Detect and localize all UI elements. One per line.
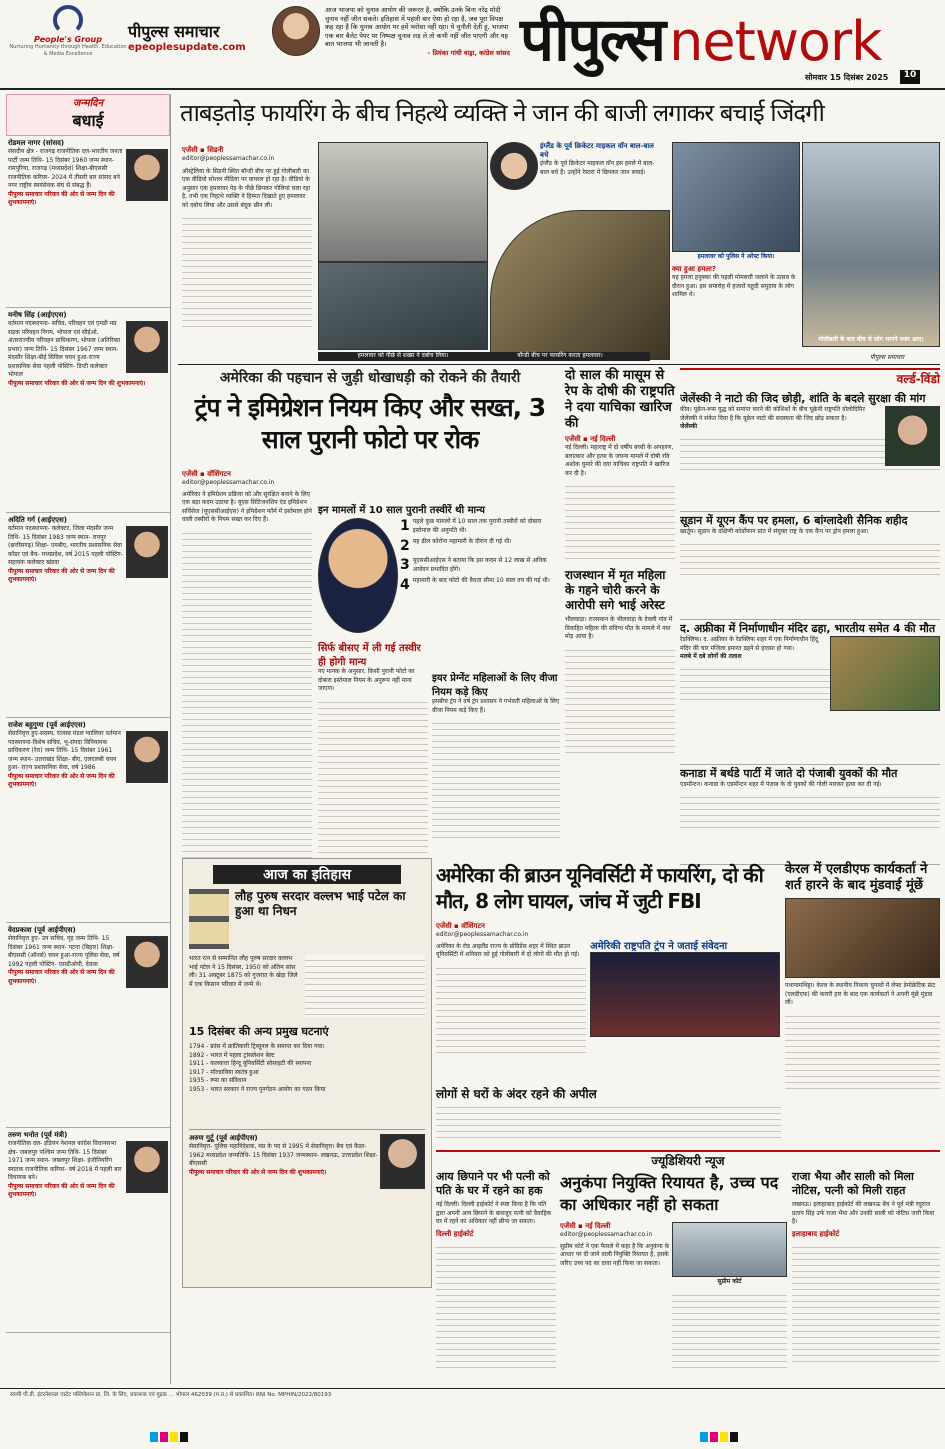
quote-text: आज भाजपा को चुनाव आयोग की जरूरत है, क्योंकि उनके बिना नरेंद्र मोदी चुनाव नहीं जीत सकते। इतिहास में पहली बार ऐसा हो रहा है, जब पूरा विपक्ष कह रहा है कि चुनाव आयोग पर हमें भरोसा नहीं रहा। ये चुनौती देती हूं, भाजपा एक बार बैलेट पेपर पर निष्पक्ष चुनाव लड़ ले तो कभी नहीं जीत पाएगी और यह बात भाजपा भी जानती है। — [325, 6, 509, 48]
trump-point: 3 यूएससीआईएस ने बताया कि इस कदम से 12 लाख से अधिक आवेदन प्रभावित होंगे। — [400, 557, 547, 573]
brown-sub: अमेरिकी राष्ट्रपति ट्रंप ने जताई संवेदना — [590, 941, 728, 952]
photo-credit: पीपुल्स समाचार — [870, 354, 905, 361]
history-event: 1935 - रूस का संविधान — [189, 1077, 247, 1084]
history-box: आज का इतिहास लौह पुरुष सरदार वल्लभ भाई पटेल का हुआ था निधन भारत रत्न से सम्मानित लौह पुरुष सरदार वल्लभ भाई पटेल ने 15 दिसंबर, 1950 को अंतिम सांस ली। 31 अक्टूबर 1875 को गुजरात के खेड़ा जिले में एक किसान परिवार में जन्मे थे। 15 दिसंबर की अन्य प्रमुख घटनाएं 1794 - फ्रांस में क्रांतिकारी ट्रिब्यूनल के समाप्त कर दिया गया। 1892 - भारत में पहला ट्रांसलेशन बेल्ट 1911 - कलकत्ता हिन्दू यूनिवर्सिटी सोसाइटी की स्थापना 1917 - मॉल्डाविया स्वतंत्र हुआ 1935 - रूस का संविधान 1953 - भारत सरकार ने राज्य पुनर्गठन आयोग का गठन किया अरुण गुर्टू (पूर्व आईपीएस) सेवानिवृत्त- पुलिस महानिदेशक, मप्र के पद से 1995 में सेवानिवृत्त। बैच एवं कैडर- 1962 मध्यप्रदेश जन्मतिथि- 15 दिसंबर 1937 जन्मस्थान- लखनऊ, उत्तरप्रदेश शिक्षा- बीएससी पीपुल्स समाचार परिवार की ओर से जन्म दिन की शुभकामनाएं। — [182, 858, 432, 1288]
running-photo — [802, 142, 940, 347]
birthday-entry — [6, 1128, 170, 1333]
birthday-entry — [6, 513, 170, 718]
world-item-title: सूडान में यूएन कैंप पर हमला, 6 बांग्लादेशी सैनिक शहीद — [680, 514, 908, 527]
birthday-column — [6, 94, 171, 1384]
what-text: यह हमला हनुक्का की पहली मोमबत्ती जलाने के उत्सव के दौरान हुआ। इस समारोह में हजारों यहूदी समुदाय के लोग शामिल थे। — [672, 274, 796, 298]
lead-headline: ताबड़तोड़ फायरिंग के बीच निहत्थे व्यक्ति ने जान की बाजी लगाकर बचाई जिंदगी — [180, 99, 824, 127]
caption-fire: बॉन्डी बीच पर फायरिंग करता हमलावर। — [470, 352, 650, 361]
history-event: 1794 - फ्रांस में क्रांतिकारी ट्रिब्यूनल के समाप्त कर दिया गया। — [189, 1043, 325, 1050]
vaughan-text: इंग्लैंड के पूर्व क्रिकेटर माइकल वॉन इस हमले में बाल-बाल बचे हैं। उन्होंने रेस्तरां में छिपकर जान बचाई। — [540, 160, 655, 176]
world-item-text: खार्तूम। सूडान के दक्षिणी कोर्डोफान प्रांत में संयुक्त राष्ट्र के एक कैंप पर ड्रोन हमला हुआ। — [680, 528, 869, 535]
birthday-text: संसदीय क्षेत्र - राजगढ़ राजनीतिक दल-भारतीय जनता पार्टी जन्म तिथि- 15 दिसंबर 1960 जन्म स्थान-रामपुरिया, राजगढ़ (मध्यप्रदेश) शिक्षा-बीएससी राजनीतिक करियर- 2024 में तीसरी बार सांसद बने नगर राष्ट्रीय स्वयंसेवक संघ से संबद्ध हैं। — [8, 148, 123, 189]
history-title: आज का इतिहास — [213, 865, 401, 884]
world-item-title: कनाडा में बर्थडे पार्टी में जाते दो पंजाबी युवकों की मौत — [680, 767, 898, 780]
trump-sub2-title: इयर प्रेग्नेंट महिलाओं के लिए वीजा नियम कड़े किए — [432, 673, 558, 698]
lead-body: ऑस्ट्रेलिया के सिडनी स्थित बॉन्डी बीच पर हुई गोलीबारी का एक वीडियो सोशल मीडिया पर वायरल हो रहा है। वीडियो के अनुसार एक हमलावर पेड़ के पीछे छिपकर गोलियां चला रहा है, तभी एक निहत्थे व्यक्ति ने हिम्मत दिखाते हुए हमलावर को दबोच लिया और उससे बंदूक छीन ली। — [182, 167, 311, 209]
supreme-court-photo — [672, 1222, 787, 1277]
rape-headline: दो साल की मासूम से रेप के दोषी की राष्ट्रपति ने दया याचिका खारिज की — [565, 368, 675, 431]
world-item-text: एडमॉन्टन। कनाडा के एडमॉन्टन शहर में पंजाब के दो युवकों की गोली मारकर हत्या कर दी गई। — [680, 781, 882, 788]
birthday-name: मनीष सिंह (आईएएस) — [8, 311, 67, 319]
caption-arrest: हमलावर को पुलिस ने अरेस्ट किया। — [697, 253, 775, 260]
footer-imprint: स्वामी पी.डी. इंटरनेशनल एस्टेट पब्लिकेशन प्रा. लि. के लिए, प्रकाशक एवं मुद्रक ... भोपाल 462039 (म.प्र.) से प्रकाशित। RNI No. MPHIN/2022/80193 — [10, 1392, 332, 1398]
history-event: 1917 - मॉल्डाविया स्वतंत्र हुआ — [189, 1068, 259, 1076]
birthday-text: राजनीतिक दल- इंडियन नेशनल कांग्रेस विधानसभा क्षेत्र- जबलपुर पश्चिम जन्म तिथि- 15 दिसंबर 1971 जन्म स्थान- जबलपुर शिक्षा- इंजीनियरिंग स्नातक राजनीतिक करियर- वर्ष 2018 में पहली बार विधायक बने। — [8, 1140, 122, 1181]
rajasthan-headline: राजस्थान में मृत महिला के गहने चोरी करने के आरोपी सगे भाई अरेस्ट — [565, 568, 666, 612]
quote-author-photo — [272, 6, 320, 56]
title-english: network — [669, 10, 882, 73]
birthday-photo — [126, 936, 168, 988]
birthday-photo — [126, 1141, 168, 1193]
kerala-headline: केरल में एलडीएफ कार्यकर्ता ने शर्त हारने के बाद मुंडवाई मूंछें — [785, 862, 928, 893]
color-bars — [0, 1432, 945, 1446]
brand-name: People's Group — [34, 35, 102, 44]
shooter-photo — [490, 210, 670, 360]
lead-email: editor@peoplessamachar.co.in — [182, 155, 275, 162]
birthday-text: वर्तमान पदस्थापना- सचिव, परिवहन एवं एमडी मप्र सड़क परिवहन निगम, भोपाल एवं सीईओ, अंतरराज्यीय परिवहन प्राधिकरण, भोपाल (अतिरिक्त प्रभार) जन्म तिथि- 15 दिसंबर 1967 जन्म स्थान- मंदसौर शिक्षा-बीई सिविल चयन हुआ-राज्य प्रशासनिक सेवा पहली पोस्टिंग- डिप्टी कलेक्टर भोपाल — [8, 320, 121, 378]
what-title: क्या हुआ हमला? — [672, 265, 716, 273]
website-link[interactable]: epeoplesupdate.com — [128, 42, 246, 53]
vaughan-title: इंग्लैंड के पूर्व क्रिकेटर माइकल वॉन बाल-बाल बचे — [540, 142, 654, 159]
trump-body: अमेरिका ने इमिग्रेशन प्रक्रिया को और सुरक्षित बनाने के लिए एक बड़ा कदम उठाया है। यूएस सिटिजनशिप एंड इमिग्रेशन सर्विसेज (यूएससीआईएस) ने इमिग्रेशन फॉर्म में इस्तेमाल होने वाली तस्वीरों के नियम सख्त कर दिए हैं। — [182, 490, 312, 523]
raja-headline: राजा भैया और साली को मिला नोटिस, पत्नी को मिली राहत — [792, 1170, 914, 1197]
birthday-entry — [6, 136, 170, 308]
birthday-name: तरुण भनोत (पूर्व मंत्री) — [8, 1131, 68, 1139]
birthday-wish: पीपुल्स समाचार परिवार की ओर से जन्म दिन की शुभकामनाएं। — [8, 772, 115, 788]
arrest-photo — [672, 142, 800, 252]
trump-points — [400, 518, 560, 596]
title-hindi: पीपुल्स — [520, 5, 665, 75]
world-item-text: रेडक्लिफ। द. अफ्रीका के रेडक्लिफ शहर में एक निर्माणाधीन हिंदू मंदिर की चार मंजिला इमारत ढहने से हादसा हो गया। — [680, 636, 819, 652]
birthday-entry — [6, 308, 170, 513]
temple-photo — [830, 636, 940, 711]
events-title: 15 दिसंबर की अन्य प्रमुख घटनाएं — [189, 1025, 329, 1038]
caption-run: गोलीबारी के बाद बीच से लोग भागने नजर आए। — [818, 336, 924, 343]
judiciary-headline: अनुकंपा नियुक्ति रियायत है, उच्च पद का अधिकार नहीं हो सकता — [560, 1173, 779, 1214]
birthday-text: वर्तमान पदस्थापना- कलेक्टर, जिला मंदसौर जन्म तिथि- 15 दिसंबर 1983 जन्म स्थान- रायपुर (छत्तीसगढ़) शिक्षा- एमबीए, भारतीय प्रशासनिक सेवा कॉडर एवं बैच- मध्यप्रदेश, वर्ष 2015 पहली पोस्टिंग-सहायक कलेक्टर खंडवा — [8, 525, 123, 566]
birthday-name: रोडमल नागर (सांसद) — [8, 139, 65, 147]
judiciary-label: ज्यूडिशियरी न्यूज — [651, 1154, 725, 1168]
history-event: 1953 - भारत सरकार ने राज्य पुनर्गठन आयोग का गठन किया — [189, 1085, 326, 1093]
birthday-name: वेदप्रकाश (पूर्व आईपीएस) — [8, 926, 76, 934]
world-item-caption: जेलेंस्की — [680, 423, 698, 430]
vaughan-photo — [490, 142, 538, 190]
point-number: 3 — [400, 557, 410, 573]
trump-point: 4 महामारी के बाद फोटो की वैधता सीमा 10 साल तय की गई थी। — [400, 577, 550, 593]
profile-name: अरुण गुर्टू (पूर्व आईपीएस) — [189, 1134, 258, 1142]
birthday-photo — [126, 526, 168, 578]
quote-author: - प्रियंका गांधी वाड्रा, कांग्रेस सांसद — [427, 48, 510, 57]
brown-headline: अमेरिका की ब्राउन यूनिवर्सिटी में फायरिंग, दो की मौत, 8 लोग घायल, जांच में जुटी FBI — [436, 863, 763, 913]
birthday-photo — [126, 731, 168, 783]
brand-block — [8, 5, 128, 85]
caption-attack: हमलावर को पीछे से शख्स ने दबोच लिया। — [318, 352, 488, 361]
peoples-group-logo — [53, 5, 83, 35]
birthday-text: सेवानिवृत्त हुए- उप सचिव, गृह जन्म तिथि- 15 दिसंबर 1961 जन्म स्थान- पटना (बिहार) शिक्षा- बीएससी (ऑनर्स) चयन हुआ-राज्य पुलिस सेवा, वर्ष 1992 पहली पोस्टिंग- एसडीओपी, देवास — [8, 935, 120, 968]
world-item — [680, 620, 940, 765]
trump-sub-title: सिर्फ बीसए में ली गई तस्वीर ही होगी मान्य — [318, 643, 421, 668]
world-item-title: जेलेंस्की ने नाटो की जिद छोड़ी, शांति के बदले सुरक्षा की मांग — [680, 392, 926, 405]
birthday-entry — [6, 923, 170, 1128]
zelensky-photo — [885, 406, 940, 466]
birthday-name: अदिति गर्ग (आईएएस) — [8, 516, 67, 524]
birthday-wish: पीपुल्स समाचार परिवार की ओर से जन्म दिन की शुभकामनाएं। — [8, 190, 115, 206]
world-item-title: द. अफ्रीका में निर्माणाधीन मंदिर ढहा, भारतीय समेत 4 की मौत — [680, 622, 936, 635]
trump-point: 1 पहले कुछ मामलों में 10 साल तक पुरानी तस्वीरों को दोबारा इस्तेमाल की अनुमति थी। — [400, 518, 542, 534]
point-number: 4 — [400, 577, 410, 593]
world-window-label: वर्ल्ड-विंडो — [896, 372, 940, 386]
hourglass-icon — [189, 889, 229, 949]
page-number: 10 — [900, 70, 920, 84]
brand-tagline: Nurturing Humanity through Health, Education & Media Excellence — [9, 44, 127, 57]
brown-photo — [590, 952, 780, 1037]
paper-name: पीपुल्स समाचार — [128, 22, 220, 41]
brown-sub2: लोगों से घरों के अंदर रहने की अपील — [436, 1087, 597, 1101]
history-event: 1911 - कलकत्ता हिन्दू यूनिवर्सिटी सोसाइटी की स्थापना — [189, 1060, 312, 1067]
quote-box — [325, 6, 510, 57]
trump-box-title: इन मामलों में 10 साल पुरानी तस्वीरें थी मान्य — [318, 505, 485, 516]
birthday-photo — [126, 149, 168, 201]
history-event: 1892 - भारत में पहला ट्रांसलेशन बेल्ट — [189, 1051, 275, 1059]
birthday-name: राजेश बहुगुणा (पूर्व आईएएस) — [8, 721, 86, 729]
trump-point: 2 यह ढील कोरोना महामारी के दौरान दी गई थी। — [400, 538, 512, 554]
world-item-text: कीव। यूक्रेन-रूस युद्ध को समाप्त करने की कोशिशों के बीच यूक्रेनी राष्ट्रपति वोलोदिमिर जेलेंस्की ने संकेत दिया है कि यूक्रेन नाटो की सदस्यता की जिद छोड़ सकता है। — [680, 406, 865, 422]
birthday-header: जन्मदिन बधाई — [6, 94, 170, 136]
birthday-wish: पीपुल्स समाचार परिवार की ओर से जन्म दिन की शुभकामनाएं। — [8, 379, 146, 387]
attack-photo — [318, 142, 488, 262]
kerala-photo — [785, 898, 940, 978]
trump-kicker: अमेरिका की पहचान से जुड़ी धोखाधड़ी को रोकने की तैयारी — [219, 370, 521, 386]
date: सोमवार 15 दिसंबर 2025 — [805, 73, 889, 82]
trump-photo — [318, 518, 398, 633]
world-list — [680, 390, 940, 865]
birthday-wish: पीपुल्स समाचार परिवार की ओर से जन्म दिन की शुभकामनाएं। — [8, 1182, 115, 1198]
wife-headline: आय छिपाने पर भी पत्नी को पति के घर में रहने का हक — [436, 1170, 550, 1197]
trump-headline: ट्रंप ने इमिग्रेशन नियम किए और सख्त, 3 साल पुरानी फोटो पर रोक — [194, 393, 546, 454]
history-headline: लौह पुरुष सरदार वल्लभ भाई पटेल का हुआ था निधन — [235, 889, 406, 918]
world-item — [680, 765, 940, 865]
birthday-wish: पीपुल्स समाचार परिवार की ओर से जन्म दिन की शुभकामनाएं। — [8, 969, 115, 985]
point-number: 2 — [400, 538, 410, 554]
birthday-wish: पीपुल्स समाचार परिवार की ओर से जन्म दिन की शुभकामनाएं। — [8, 567, 115, 583]
world-item-caption: मलबे में दबे लोगों की तलाश — [680, 653, 742, 660]
profile-photo — [380, 1134, 425, 1189]
world-item — [680, 390, 940, 512]
birthday-photo — [126, 321, 168, 373]
birthday-entry — [6, 718, 170, 923]
street-photo — [318, 262, 488, 350]
birthday-text: सेवानिवृत्त हुए-सदस्य, राजस्व मंडल ग्वालियर वर्तमान पदस्थापना-विशेष सचिव, भू-संपदा विनियामक प्राधिकरण (रेरा) जन्म तिथि- 15 दिसंबर 1961 जन्म स्थान- उत्तराखंड शिक्षा- बीए, एलएलबी चयन हुआ- राज्य प्रशासनिक सेवा, वर्ष 1986 — [8, 730, 121, 771]
events-list — [189, 1043, 425, 1094]
point-number: 1 — [400, 518, 410, 534]
world-item — [680, 512, 940, 620]
